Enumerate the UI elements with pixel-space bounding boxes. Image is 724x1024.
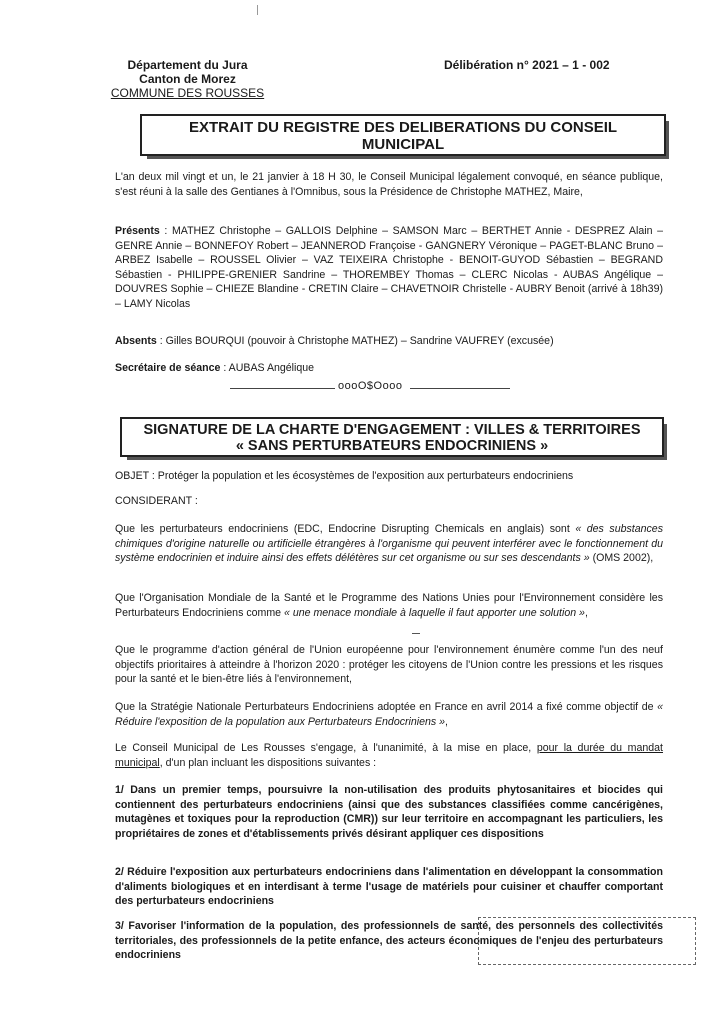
- scan-mark: [412, 633, 420, 634]
- engagement-paragraph: [115, 741, 663, 770]
- presents-paragraph: [115, 224, 663, 311]
- issuer-block: [100, 58, 275, 100]
- measure-item-3: 3/ Favoriser l'information de la population, des professionnels de santé, des personnels des collectivités territoriales, des professionnels de la petite enfance, des acteurs économiques de l'enjeu des perturbateurs endocriniens: [115, 920, 663, 961]
- measure-item-2: 2/ Réduire l'exposition aux perturbateurs endocriniens dans l'alimentation en développant la consommation d'aliments biologiques et en interdisant à terme l'usage de matériels pour cuisiner et chauffer comportant des perturbateurs endocriniens: [115, 866, 663, 907]
- considerant-paragraph-3: Que le programme d'action général de l'Union européenne pour l'environnement énumère comme l'un des neuf objectifs prioritaires à atteindre à l'horizon 2020 : protéger les citoyens de l'Union contre les pressions et les risques pour la santé et le bien-être liés à l'environnement,: [115, 644, 663, 685]
- canton-label: Canton de Morez: [139, 72, 236, 86]
- p4-text: Que la Stratégie Nationale Perturbateurs Endocriniens adoptée en France en avril 2014 a fixé comme objectif de: [115, 701, 658, 713]
- absents-paragraph: [115, 334, 663, 349]
- p2-end: ,: [584, 606, 588, 619]
- intro-paragraph: L'an deux mil vingt et un, le 21 janvier à 18 H 30, le Conseil Municipal légalement convoqué, en séance publique, s'est réuni à la salle des Gentianes à l'Omnibus, sous la Présidence de Christophe MATHEZ, Maire,: [115, 171, 663, 198]
- subject-title-line1: SIGNATURE DE LA CHARTE D'ENGAGEMENT : VILLES & TERRITOIRES: [143, 422, 641, 438]
- absents-label: Absents: [115, 335, 157, 347]
- department-label: Département du Jura: [127, 58, 248, 72]
- considerant-paragraph-1: [115, 522, 663, 566]
- subject-title-line2: « SANS PERTURBATEURS ENDOCRINIENS »: [235, 438, 549, 454]
- register-title-line2: MUNICIPAL: [361, 136, 445, 153]
- register-title-line1: EXTRAIT DU REGISTRE DES DELIBERATIONS DU CONSEIL: [188, 119, 618, 136]
- p2-text: Que l'Organisation Mondiale de la Santé et le Programme des Nations Unies pour l'Environnement considère les Perturbateurs Endocriniens comme: [115, 592, 663, 619]
- separator-rule-right: [410, 388, 510, 389]
- commune-label: COMMUNE DES ROUSSES: [110, 86, 265, 100]
- p1-text: Que les perturbateurs endocriniens (EDC, Endocrine Disrupting Chemicals en anglais) sont: [115, 523, 576, 535]
- secretary-name: : AUBAS Angélique: [220, 362, 315, 374]
- considerant-paragraph-2: [115, 591, 663, 620]
- measure-item-1: 1/ Dans un premier temps, poursuivre la non-utilisation des produits phytosanitaires et biocides qui contiennent des perturbateurs endocriniens (ainsi que des substances classifiées comme cancérigènes, mutagènes et toxiques pour la reproduction (CMR)) sur leur territoire en accompagnant les particuliers, les propriétaires de zones et d'établissements privés désirant appliquer ces dispositions: [115, 784, 663, 840]
- deliberation-number: Délibération n° 2021 – 1 - 002: [444, 58, 610, 72]
- considerant-paragraph-4: [115, 700, 663, 729]
- separator-rule-left: [230, 388, 335, 389]
- p2-quote: « une menace mondiale à laquelle il faut apporter une solution »: [284, 606, 585, 619]
- p5-text: Le Conseil Municipal de Les Rousses s'engage, à l'unanimité, à la mise en place,: [115, 742, 537, 754]
- p4-quote: « Réduire l'exposition de la population aux Perturbateurs Endocriniens »: [115, 701, 663, 728]
- p1-quote: « des substances chimiques d'origine naturelle ou artificielle étrangères à l'organisme qui peuvent interférer avec le fonctionnement du système endocrinien et induire ainsi des effets délétères sur cet organisme ou sur ses descendants »: [115, 523, 663, 564]
- presents-list: : MATHEZ Christophe – GALLOIS Delphine – SAMSON Marc – BERTHET Annie - DESPREZ Alain – GENRE Annie – BONNEFOY Robert – JEANNEROD Françoise - GANGNERY Véronique – PAGET-BLANC Bruno – ARBEZ Isabelle – ROUSSEL Olivier – VAZ TEIXEIRA Christophe - BENOIT-GUYOD Sébastien – BEGRAND Sébastien - PHILIPPE-GRENIER Sandrine – THOREMBEY Thomas – CLERC Nicolas - AUBAS Angélique – DOUVRES Sophie – CHIEZE Blandine - CRETIN Claire – CHAVETNOIR Christelle - AUBRY Benoit (arrivé à 18h39) – LAMY Nicolas: [115, 225, 663, 310]
- p1-source: (OMS 2002),: [589, 552, 654, 564]
- presents-label: Présents: [115, 225, 160, 237]
- absents-list: : Gilles BOURQUI (pouvoir à Christophe MATHEZ) – Sandrine VAUFREY (excusée): [156, 335, 554, 347]
- p5-duration: pour la durée du mandat municipal: [115, 742, 663, 769]
- scan-mark: [257, 5, 258, 15]
- p4-end: ,: [445, 715, 448, 728]
- secretary-paragraph: [115, 361, 663, 376]
- secretary-label: Secrétaire de séance: [115, 362, 221, 374]
- separator-ornament: oooO$Oooo: [338, 380, 403, 392]
- register-title-box: [140, 114, 666, 156]
- p5-end: , d'un plan incluant les dispositions suivantes :: [159, 756, 377, 769]
- objet-line: OBJET : Protéger la population et les écosystèmes de l'exposition aux perturbateurs endocriniens: [115, 470, 574, 482]
- reception-stamp: [478, 917, 696, 965]
- subject-title-box: [120, 417, 664, 457]
- considerant-heading: CONSIDERANT :: [115, 495, 198, 507]
